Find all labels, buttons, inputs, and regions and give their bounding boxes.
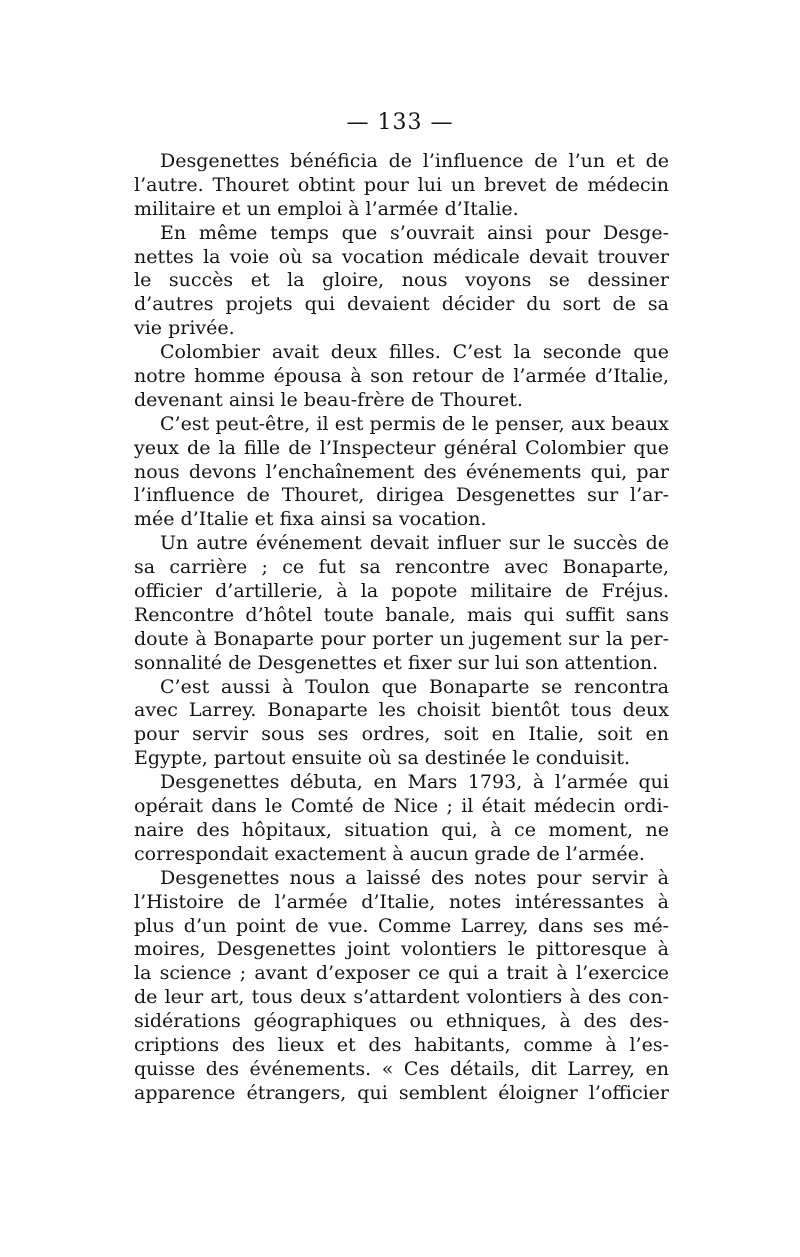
text-line: C’est peut-être, il est permis de le penser, aux beaux xyxy=(160,412,669,435)
text-line: doute à Bonaparte pour porter un jugement sur la per- xyxy=(134,627,669,650)
text-line: militaire et un emploi à l’armée d’Italie. xyxy=(134,197,519,220)
text-line: Desgenettes débuta, en Mars 1793, à l’armée qui xyxy=(160,771,669,794)
text-line: pour servir sous ses ordres, soit en Italie, soit en xyxy=(134,723,669,746)
text-line: yeux de la fille de l’Inspecteur général Colombier que xyxy=(134,436,669,459)
text-line: En même temps que s’ouvrait ainsi pour Desge- xyxy=(160,221,669,244)
text-line: Rencontre d’hôtel toute banale, mais qui suffit sans xyxy=(134,603,669,626)
text-line: Desgenettes bénéficia de l’influence de l’un et de xyxy=(160,150,669,172)
text-line: C’est aussi à Toulon que Bonaparte se rencontra xyxy=(160,675,669,698)
text-line: Egypte, partout ensuite où sa destinée le conduisit. xyxy=(134,747,631,770)
body-text xyxy=(134,150,669,1106)
text-line: Colombier avait deux filles. C’est la seconde que xyxy=(160,341,669,364)
text-line: sonnalité de Desgenettes et fixer sur lui son attention. xyxy=(134,651,659,674)
text-line: sa carrière ; ce fut sa rencontre avec Bonaparte, xyxy=(134,556,669,579)
text-line: l’influence de Thouret, dirigea Desgenettes sur l’ar- xyxy=(134,484,669,507)
text-line: plus d’un point de vue. Comme Larrey, dans ses mé- xyxy=(134,914,669,937)
text-line: Desgenettes nous a laissé des notes pour servir à xyxy=(160,866,669,889)
text-line: nettes la voie où sa vocation médicale devait trouver xyxy=(134,245,669,268)
text-line: opérait dans le Comté de Nice ; il était médecin ordi- xyxy=(134,795,669,818)
page-number: — 133 — xyxy=(346,110,454,135)
text-line: devenant ainsi le beau-frère de Thouret. xyxy=(134,388,523,411)
text-line: Un autre événement devait influer sur le succès de xyxy=(160,532,669,555)
text-line: officier d’artillerie, à la popote militaire de Fréjus. xyxy=(134,580,669,603)
text-line: moires, Desgenettes joint volontiers le pittoresque à xyxy=(134,938,669,961)
text-line: la science ; avant d’exposer ce qui a trait à l’exercice xyxy=(134,962,669,985)
text-line: naire des hôpitaux, situation qui, à ce moment, ne xyxy=(134,818,669,841)
text-line: sidérations géographiques ou ethniques, à des des- xyxy=(134,1010,669,1033)
text-line: correspondait exactement à aucun grade de l’armée. xyxy=(134,842,645,865)
text-line: d’autres projets qui devaient décider du sort de sa xyxy=(134,293,669,316)
text-line: de leur art, tous deux s’attardent volontiers à des con- xyxy=(134,986,669,1009)
text-line: mée d’Italie et fixa ainsi sa vocation. xyxy=(134,508,487,531)
text-line: avec Larrey. Bonaparte les choisit bientôt tous deux xyxy=(134,699,669,722)
text-line: quisse des événements. « Ces détails, dit Larrey, en xyxy=(134,1057,669,1080)
text-line: criptions des lieux et des habitants, comme à l’es- xyxy=(134,1033,669,1056)
text-line: l’Histoire de l’armée d’Italie, notes intéressantes à xyxy=(134,890,669,913)
text-line: l’autre. Thouret obtint pour lui un brevet de médecin xyxy=(134,173,669,196)
text-line: vie privée. xyxy=(134,317,235,340)
text-line: apparence étrangers, qui semblent éloigner l’officier xyxy=(134,1081,669,1104)
text-line: notre homme épousa à son retour de l’armée d’Italie, xyxy=(134,365,669,388)
text-line: nous devons l’enchaînement des événements qui, par xyxy=(134,460,669,483)
text-line: le succès et la gloire, nous voyons se dessiner xyxy=(134,269,669,292)
